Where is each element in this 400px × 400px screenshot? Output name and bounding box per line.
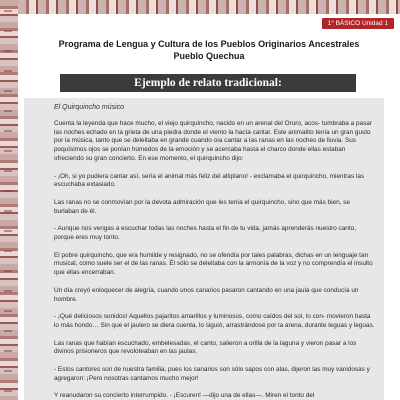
decorative-top-border — [18, 0, 400, 14]
people-name: Pueblo Quechua — [173, 51, 245, 61]
story-title: El Quirquincho músico — [54, 104, 125, 111]
story-paragraph: Y reanudaron su concierto interrumpido. - ¡Escuren! —dijo una de ellas—. Miren el tonto del — [54, 392, 315, 400]
story-paragraph: - Aunque nos vengas a escuchar todas las noches hasta el fin de tu vida, jamás aprenderás nuestro canto, porque eres muy tonto. — [54, 225, 356, 242]
story-paragraph: Las ranas no se conmovían por la devota admiración que les tenía el quirquincho, sino que más bien, se burlaban de él. — [54, 198, 350, 215]
decorative-side-border — [0, 0, 18, 400]
story-paragraph: - ¡Oh, si yo pudiera cantar así, sería el animal más feliz del altiplano! - exclamaba el quirquincho, mientras las escuchaba extasiado. — [54, 172, 365, 189]
section-banner: Ejemplo de relato tradicional: — [60, 74, 356, 92]
story-paragraph: Cuenta la leyenda que hace mucho, el viejo quirquincho, nacido en un arenal del Oruro, acos- tumbraba a pasar las noches echado en la grieta de una piedra donde el viento la hacía cantar. Este animalito tenía un gran gusto por la música, tanto que se deleitaba en grande cuando oía cantar a las ranas en las noches de lluvia. Sus poquísimos ojos se ponían húmedos de la emoción y se acercaba hasta el charco donde ellas estaban ofreciendo su gran concierto. En ese momento, el quirquincho dijo: — [54, 120, 372, 162]
story-paragraph: - ¡Qué deliciosos sonidos! Aquellos pajaritos amarillos y luminosos, como caídos del sol, lo con- movieron hasta lo más hondo… Sin que el jaulero se diera cuenta, lo siguió, arrastrándose por la arena, durante leguas y leguas. — [54, 313, 375, 329]
header-title-block — [18, 38, 400, 62]
story-panel — [24, 98, 384, 400]
story-paragraph: El pobre quirquincho, que era humilde y resignado, no se ofendía por tales palabras, dichas en un lenguaje tan musical, como suele ser el de las ranas. Él sólo se deleitaba con la armonía de la voz y no comprendía el insulto que ellas encerraban. — [54, 251, 373, 277]
story-paragraph: Un día creyó enloquecer de alegría, cuando unos canarios pasaron cantando en una jaula que conducía un hombre. — [54, 286, 359, 303]
grade-unit-badge: 1° BÁSICO Unidad 1 — [322, 18, 394, 29]
program-title: Programa de Lengua y Cultura de los Pueblos Originarios Ancestrales — [58, 39, 360, 49]
story-paragraph: - Estos cantores son de nuestra familia, pues los canarios son sólo sapos con alas, dijeron las muy vanidosas y agregaron: ¡Pero nosotras cantamos mucho mejor! — [54, 366, 370, 382]
story-paragraph: Las ranas que habían escuchado, embelesadas, el canto, salieron a orilla de la laguna y vieron pasar a los divinos prisioneros que revoloteaban en las jaulas. — [54, 339, 357, 356]
